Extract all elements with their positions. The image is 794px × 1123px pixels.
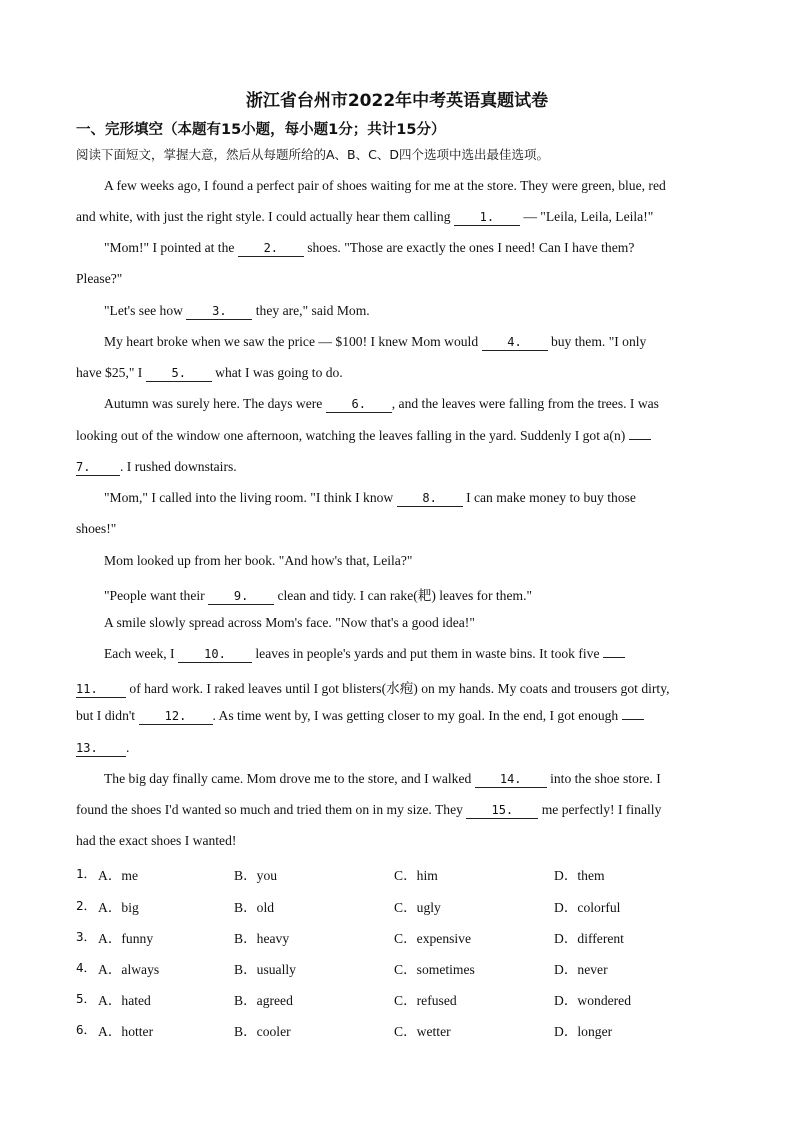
- option-b[interactable]: B．heavy: [234, 931, 290, 946]
- passage-line: [104, 490, 636, 507]
- question-number: 6．: [76, 1022, 97, 1037]
- passage-line: [76, 459, 237, 476]
- text: of hard work. I raked leaves until I got blisters(水疱) on my hands. My coats and trousers got dirty,: [129, 681, 670, 696]
- text: me perfectly! I finally: [541, 802, 662, 817]
- blank-9[interactable]: 9.: [208, 589, 274, 605]
- option-d[interactable]: D．longer: [554, 1024, 613, 1039]
- text: clean and tidy. I can rake(耙) leaves for them.": [277, 588, 533, 603]
- text: and white, with just the right style. I could actually hear them calling: [76, 209, 451, 224]
- passage-line: Please?": [76, 271, 123, 286]
- question-number: 2．: [76, 898, 97, 913]
- blank-6[interactable]: 6.: [326, 397, 392, 413]
- passage-line: [104, 771, 661, 788]
- option-b[interactable]: B．agreed: [234, 993, 293, 1008]
- passage-line: [76, 740, 129, 757]
- option-c[interactable]: C．ugly: [394, 900, 441, 915]
- blank-3[interactable]: 3.: [186, 304, 252, 320]
- text: . As time went by, I was getting closer to my goal. In the end, I got enough: [212, 708, 619, 723]
- passage-line: [104, 396, 659, 413]
- passage-line: Mom looked up from her book. "And how's that, Leila?": [104, 553, 413, 568]
- option-d[interactable]: D．wondered: [554, 993, 632, 1008]
- option-c[interactable]: C．refused: [394, 993, 457, 1008]
- blank-13[interactable]: 13.: [76, 741, 126, 757]
- question-number: 5．: [76, 991, 97, 1006]
- blank-13-start: [622, 719, 644, 720]
- option-a[interactable]: A．me: [98, 868, 139, 883]
- option-c[interactable]: C．sometimes: [394, 962, 475, 977]
- text: "Let's see how: [104, 303, 183, 318]
- blank-11-start: [603, 657, 625, 658]
- passage-line: [76, 365, 343, 382]
- text: found the shoes I'd wanted so much and tried them on in my size. They: [76, 802, 463, 817]
- option-c[interactable]: C．him: [394, 868, 438, 883]
- question-number: 4．: [76, 960, 97, 975]
- passage-line: [104, 584, 532, 605]
- blank-2[interactable]: 2.: [238, 241, 304, 257]
- option-b[interactable]: B．usually: [234, 962, 296, 977]
- blank-10[interactable]: 10.: [178, 647, 252, 663]
- option-d[interactable]: D．never: [554, 962, 608, 977]
- text: .: [126, 740, 130, 755]
- option-b[interactable]: B．cooler: [234, 1024, 291, 1039]
- passage-line: had the exact shoes I wanted!: [76, 833, 237, 848]
- blank-11[interactable]: 11.: [76, 682, 126, 698]
- passage-line: [76, 802, 661, 819]
- passage-line: [104, 334, 646, 351]
- text: I can make money to buy those: [466, 490, 636, 505]
- text: . I rushed downstairs.: [120, 459, 237, 474]
- text: have $25," I: [76, 365, 143, 380]
- blank-7-start: [629, 439, 651, 440]
- instructions: 阅读下面短文，掌握大意，然后从每题所给的A、B、C、D四个选项中选出最佳选项。: [76, 147, 549, 162]
- passage-line: A few weeks ago, I found a perfect pair of shoes waiting for me at the store. They were green, blue, red: [104, 178, 666, 193]
- text: shoes. "Those are exactly the ones I need! Can I have them?: [307, 240, 635, 255]
- text: they are," said Mom.: [255, 303, 370, 318]
- option-a[interactable]: A．funny: [98, 931, 154, 946]
- blank-1[interactable]: 1.: [454, 210, 520, 226]
- passage-line: [104, 303, 370, 320]
- option-c[interactable]: C．expensive: [394, 931, 472, 946]
- text: Autumn was surely here. The days were: [104, 396, 323, 411]
- blank-5[interactable]: 5.: [146, 366, 212, 382]
- text: leaves in people's yards and put them in waste bins. It took five: [255, 646, 600, 661]
- blank-4[interactable]: 4.: [482, 335, 548, 351]
- text: — "Leila, Leila, Leila!": [523, 209, 654, 224]
- text: buy them. "I only: [550, 334, 647, 349]
- page-title: 浙江省台州市2022年中考英语真题试卷: [245, 91, 549, 111]
- text: Each week, I: [104, 646, 175, 661]
- text: into the shoe store. I: [550, 771, 661, 786]
- blank-8[interactable]: 8.: [397, 491, 463, 507]
- passage-line: [76, 209, 653, 226]
- option-b[interactable]: B．you: [234, 868, 278, 883]
- blank-7[interactable]: 7.: [76, 460, 120, 476]
- option-a[interactable]: A．hotter: [98, 1024, 154, 1039]
- blank-15[interactable]: 15.: [466, 803, 538, 819]
- text: My heart broke when we saw the price — $100! I knew Mom would: [104, 334, 479, 349]
- blank-14[interactable]: 14.: [475, 772, 547, 788]
- option-a[interactable]: A．always: [98, 962, 160, 977]
- blank-12[interactable]: 12.: [139, 709, 213, 725]
- text: "Mom," I called into the living room. "I think I know: [104, 490, 394, 505]
- option-d[interactable]: D．different: [554, 931, 624, 946]
- section-heading: 一、完形填空（本题有15小题，每小题1分；共计15分）: [76, 122, 446, 138]
- passage-line: [76, 428, 651, 444]
- text: looking out of the window one afternoon, watching the leaves falling in the yard. Suddenly I got a(n): [76, 428, 626, 443]
- option-b[interactable]: B．old: [234, 900, 275, 915]
- passage-line: [104, 240, 634, 257]
- text: "People want their: [104, 588, 205, 603]
- question-number: 1．: [76, 866, 97, 881]
- option-a[interactable]: A．hated: [98, 993, 151, 1008]
- text: , and the leaves were falling from the trees. I was: [391, 396, 659, 411]
- passage-line: A smile slowly spread across Mom's face. "Now that's a good idea!": [104, 615, 475, 630]
- option-c[interactable]: C．wetter: [394, 1024, 451, 1039]
- passage-line: [76, 708, 644, 725]
- question-number: 3．: [76, 929, 97, 944]
- text: what I was going to do.: [215, 365, 343, 380]
- passage-line: [104, 646, 625, 663]
- text: but I didn't: [76, 708, 136, 723]
- passage-line: shoes!": [76, 521, 117, 536]
- option-a[interactable]: A．big: [98, 900, 139, 915]
- passage-line: [76, 677, 670, 698]
- option-d[interactable]: D．them: [554, 868, 605, 883]
- text: "Mom!" I pointed at the: [104, 240, 235, 255]
- text: The big day finally came. Mom drove me to the store, and I walked: [104, 771, 472, 786]
- option-d[interactable]: D．colorful: [554, 900, 621, 915]
